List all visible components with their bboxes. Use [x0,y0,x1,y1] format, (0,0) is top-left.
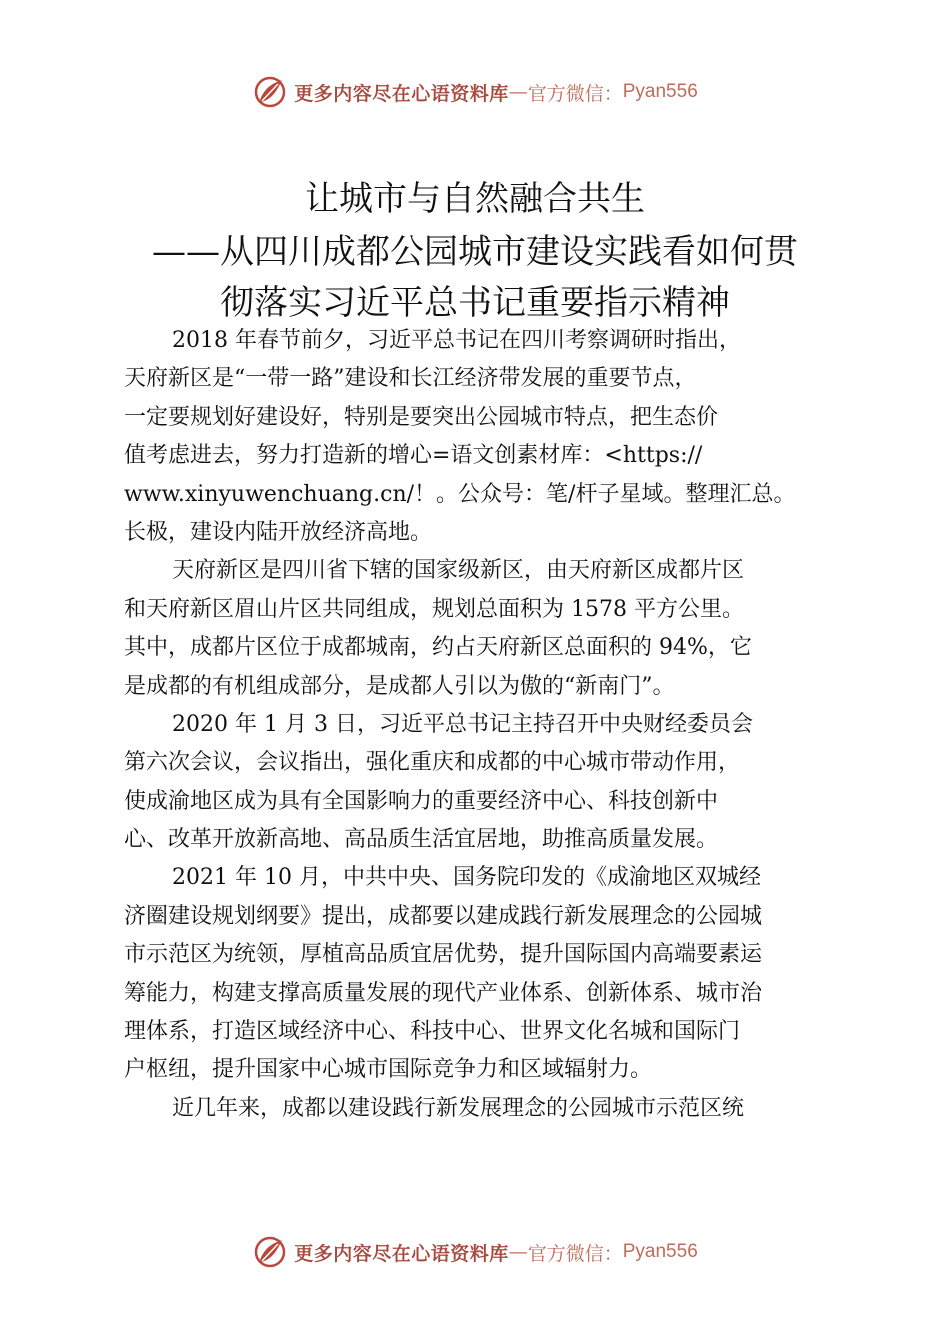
text-line: 其中，成都片区位于成都城南，约占天府新区总面积的 94%，它 [124,635,752,661]
watermark-wechat-id: Pyan556 [622,1241,698,1262]
text-line: 2020 年 1 月 3 日，习近平总书记主持召开中央财经委员会 [172,711,753,737]
document-subtitle-line-1: ——从四川成都公园城市建设实践看如何贯 [152,232,798,272]
text-line: www.xinyuwenchuang.cn/！。公众号：笔/杆子星域。整理汇总。 [124,481,796,507]
document-subtitle-line-2: 彻落实习近平总书记重要指示精神 [220,283,730,323]
text-line: 2018 年春节前夕，习近平总书记在四川考察调研时指出， [172,328,741,353]
watermark-text: 更多内容尽在心语资料库 [294,82,509,105]
text-line: 天府新区是“一带一路”建设和长江经济带发展的重要节点， [124,366,697,392]
document-title: 让城市与自然融合共生 [305,179,645,219]
watermark-separator: — [508,81,528,103]
paragraph [124,322,844,552]
text-line: 一定要规划好建设好，特别是要突出公园城市特点，把生态价 [124,404,719,430]
text-line: 市示范区为统领，厚植高品质宜居优势，提升国际国内高端要素运 [124,942,763,968]
text-line: 值考虑进去，努力打造新的增心=语文创素材库：<https:// [124,443,703,469]
text-line: 户枢纽，提升国家中心城市国际竞争力和区域辐射力。 [124,1057,653,1083]
text-line: 第六次会议，会议指出，强化重庆和成都的中心城市带动作用， [124,750,741,776]
text-line: 心、改革开放新高地、高品质生活宜居地，助推高质量发展。 [124,827,719,853]
text-line: 天府新区是四川省下辖的国家级新区，由天府新区成都片区 [172,558,745,584]
paragraph [124,859,844,1089]
leaf-logo-icon [252,74,288,110]
watermark-banner-top [0,72,950,112]
paragraph [124,706,844,860]
text-line: 和天府新区眉山片区共同组成，规划总面积为 1578 平方公里。 [124,596,744,622]
watermark-wechat-id: Pyan556 [622,81,698,102]
text-line: 近几年来，成都以建设践行新发展理念的公园城市示范区统 [172,1095,745,1121]
watermark-separator: — [508,1241,528,1263]
leaf-logo-icon [252,1234,288,1270]
text-line: 是成都的有机组成部分，是成都人引以为傲的“新南门”。 [124,673,675,699]
text-line: 长极，建设内陆开放经济高地。 [124,519,433,545]
watermark-wechat-label: 官方微信： [527,82,623,105]
text-line: 筹能力，构建支撑高质量发展的现代产业体系、创新体系、城市治 [124,980,763,1006]
article-body [124,322,844,1128]
watermark-text: 更多内容尽在心语资料库 [294,1242,509,1265]
text-line: 济圈建设规划纲要》提出，成都要以建成践行新发展理念的公园城 [124,903,763,929]
paragraph [124,1090,844,1128]
paragraph [124,552,844,706]
watermark-banner-bottom [0,1232,950,1272]
text-line: 理体系，打造区域经济中心、科技中心、世界文化名城和国际门 [124,1019,741,1045]
text-line: 2021 年 10 月，中共中央、国务院印发的《成渝地区双城经 [172,865,761,891]
text-line: 使成渝地区成为具有全国影响力的重要经济中心、科技创新中 [124,788,719,814]
watermark-wechat-label: 官方微信： [527,1242,623,1265]
